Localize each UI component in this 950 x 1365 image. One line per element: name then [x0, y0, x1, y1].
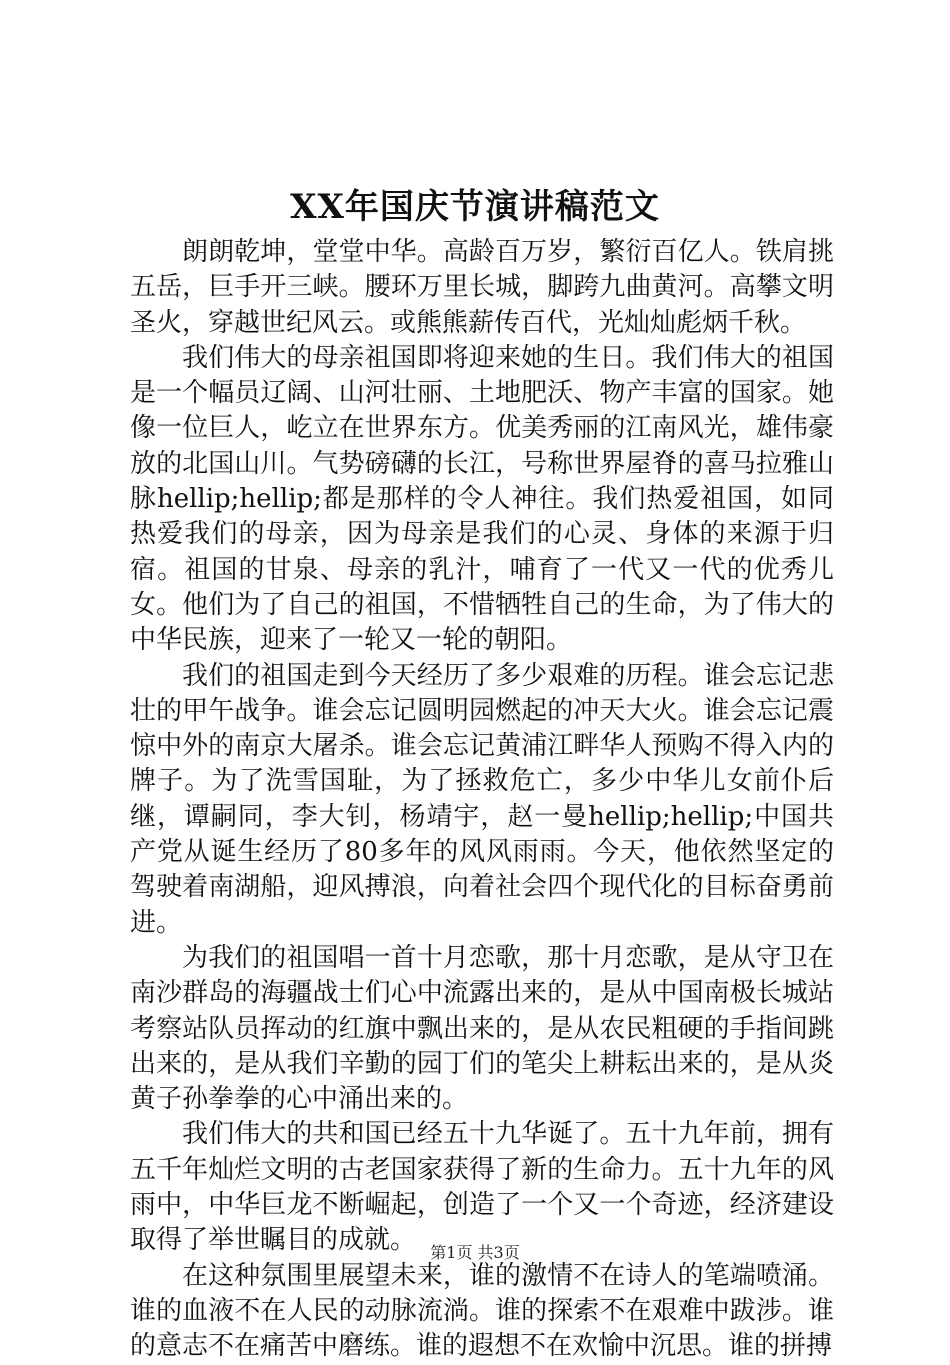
paragraph-4: 为我们的祖国唱一首十月恋歌，那十月恋歌，是从守卫在南沙群岛的海疆战士们心中流露出来的，是从中国南极长城站考察站队员挥动的红旗中飘出来的，是从农民粗硬的手指间跳出来的，是从我们辛勤的园丁们的笔尖上耕耘出来的，是从炎黄子孙拳拳的心中涌出来的。	[130, 942, 834, 1115]
page-number-footer: 第1页 共3页	[430, 1243, 520, 1262]
paragraph-3: 我们的祖国走到今天经历了多少艰难的历程。谁会忘记悲壮的甲午战争。谁会忘记圆明园燃起的冲天大火。谁会忘记震惊中外的南京大屠杀。谁会忘记黄浦江畔华人预购不得入内的牌子。为了洗雪国耻，为了拯救危亡，多少中华儿女前仆后继，谭嗣同，李大钊，杨靖宇，赵一曼hellip;hellip;中国共产党从诞生经历了80多年的风风雨雨。今天，他依然坚定的驾驶着南湖船，迎风搏浪，向着社会四个现代化的目标奋勇前进。	[130, 660, 834, 938]
document-body	[130, 235, 834, 1365]
paragraph-1: 朗朗乾坤，堂堂中华。高龄百万岁，繁衍百亿人。铁肩挑五岳，巨手开三峡。腰环万里长城，脚跨九曲黄河。高攀文明圣火，穿越世纪风云。或熊熊薪传百代，光灿灿彪炳千秋。	[130, 237, 834, 338]
document-title: XX年国庆节演讲稿范文	[290, 187, 660, 227]
paragraph-5: 我们伟大的共和国已经五十九华诞了。五十九年前，拥有五千年灿烂文明的古老国家获得了新的生命力。五十九年的风雨中，中华巨龙不断崛起，创造了一个又一个奇迹，经济建设取得了举世瞩目的成就。	[130, 1119, 834, 1256]
paragraph-6: 在这种氛围里展望未来，谁的激情不在诗人的笔端喷涌。谁的血液不在人民的动脉流淌。谁的探索不在艰难中跋涉。谁的意志不在痛苦中磨练。谁的遐想不在欢愉中沉思。谁的拼搏	[130, 1260, 834, 1362]
paragraph-2: 我们伟大的母亲祖国即将迎来她的生日。我们伟大的祖国是一个幅员辽阔、山河壮丽、土地肥沃、物产丰富的国家。她像一位巨人，屹立在世界东方。优美秀丽的江南风光，雄伟豪放的北国山川。气势磅礴的长江，号称世界屋脊的喜马拉雅山脉hellip;hellip;都是那样的令人神往。我们热爱祖国，如同热爱我们的母亲，因为母亲是我们的心灵、身体的来源于归宿。祖国的甘泉、母亲的乳汁，哺育了一代又一代的优秀儿女。他们为了自己的祖国，不惜牺牲自己的生命，为了伟大的中华民族，迎来了一轮又一轮的朝阳。	[130, 342, 834, 656]
